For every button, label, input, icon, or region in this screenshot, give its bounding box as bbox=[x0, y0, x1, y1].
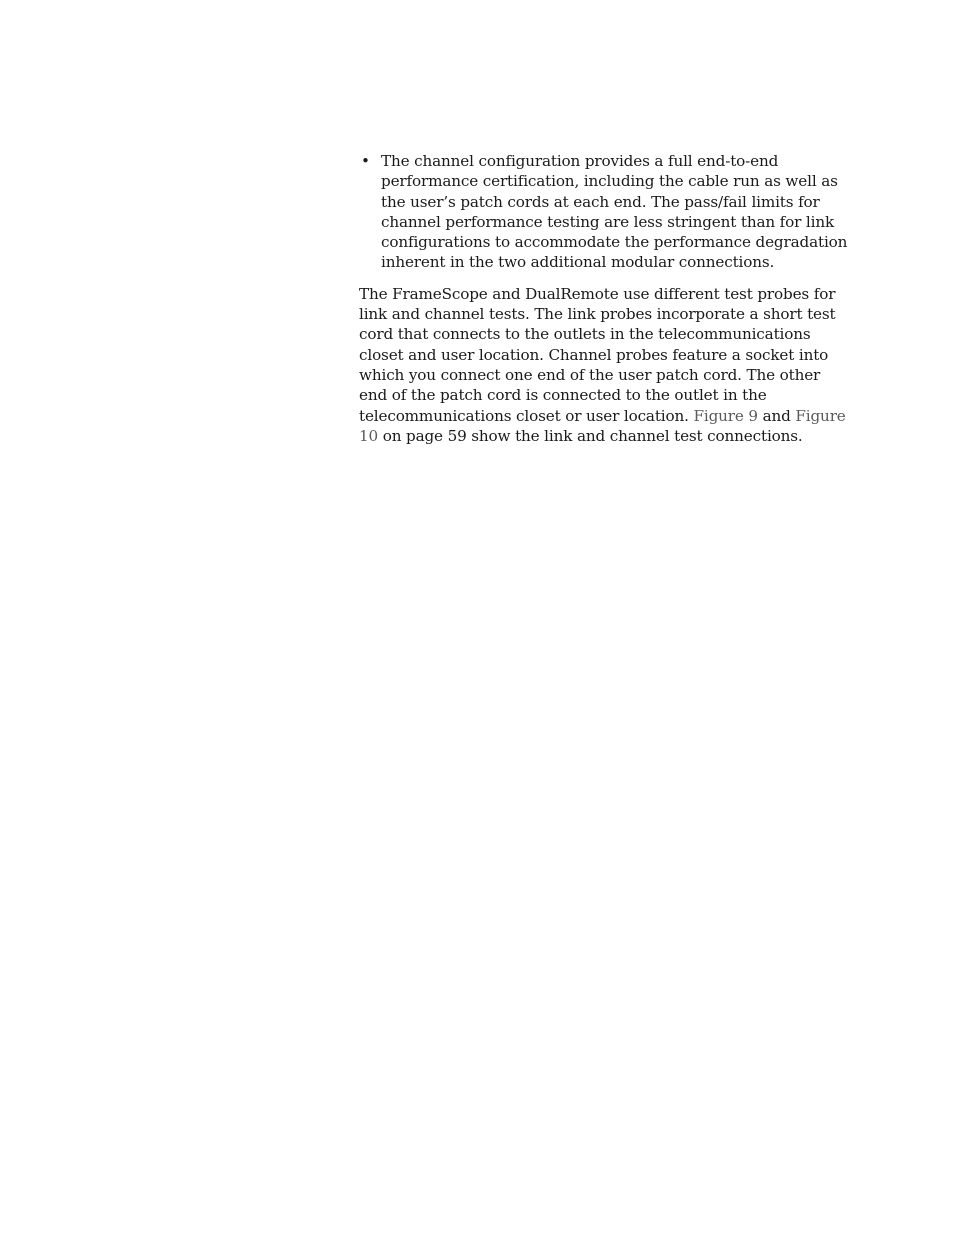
list-item bbox=[359, 151, 851, 273]
bullet-text: The channel configuration provides a full end-to-end performance certification, including the cable run as well as the user’s patch cords at each end. The pass/fail limits for channel performance testing are less stringent than for link configurations to accommodate the performance degradation inherent in the two additional modular connections. bbox=[381, 152, 848, 272]
figure-10-link[interactable]: Figure 10 bbox=[359, 406, 846, 445]
bullet-icon: • bbox=[361, 152, 370, 170]
page-body bbox=[359, 151, 851, 446]
paragraph-text: The FrameScope and DualRemote use different test probes for link and channel tests. The link probes incorporate a short test cord that connects to the outlets in the telecommunications closet and user location. Channel probes feature a socket into which you connect one end of the user patch cord. The other end of the patch cord is connected to the outlet in the telecommunications closet or user location. bbox=[359, 284, 836, 425]
bullet-list bbox=[359, 151, 851, 273]
paragraph-text-end: on page 59 show the link and channel test connections. bbox=[378, 426, 803, 445]
paragraph-text-and: and bbox=[757, 406, 796, 425]
body-paragraph bbox=[359, 284, 851, 446]
figure-9-link[interactable]: Figure 9 bbox=[693, 406, 758, 425]
